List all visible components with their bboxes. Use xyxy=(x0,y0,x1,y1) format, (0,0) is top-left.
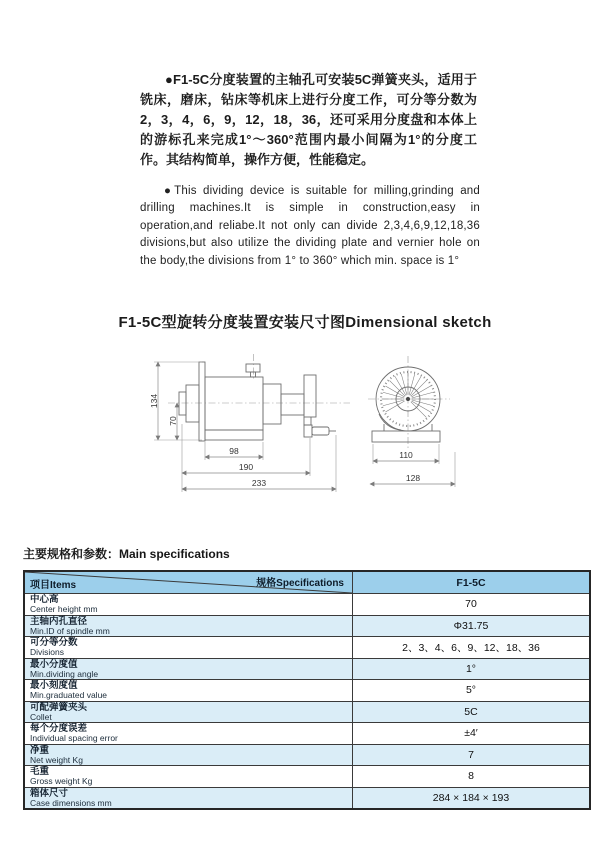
row-value: 70 xyxy=(353,594,591,616)
row-label-en: Gross weight Kg xyxy=(30,776,93,786)
table-row xyxy=(24,787,590,809)
sketch-title: F1-5C型旋转分度装置安装尺寸图Dimensional sketch xyxy=(118,314,492,331)
row-label-cn: 可分等分数 xyxy=(30,637,78,648)
table-row xyxy=(24,658,590,680)
row-label-cn: 最小刻度值 xyxy=(30,680,78,691)
row-value: 1° xyxy=(353,658,591,680)
table-header-row xyxy=(24,571,590,594)
row-label-cn: 每个分度误差 xyxy=(30,723,88,734)
row-label-en: Min.graduated value xyxy=(30,690,108,700)
row-value: ±4′ xyxy=(353,723,591,745)
table-row xyxy=(24,723,590,745)
row-label xyxy=(24,701,353,723)
dim-label-233: 233 xyxy=(251,478,267,488)
table-row xyxy=(24,615,590,637)
row-label-en: Collet xyxy=(30,711,52,722)
header-items-label: 项目Items xyxy=(30,580,77,591)
row-label-en: Net weight Kg xyxy=(30,754,83,765)
row-label-en: Case dimensions mm xyxy=(30,797,112,808)
row-label-en: Center height mm xyxy=(30,604,98,614)
row-value: 5C xyxy=(353,701,591,723)
row-label xyxy=(24,594,353,616)
row-label xyxy=(24,658,353,680)
intro-paragraph-cn: ●F1-5C分度装置的主轴孔可安装5C弹簧夹头，适用于铣床，磨床，钻床等机床上进行分度工作，可分等分数为2，3，4，6，9，12，18，36，还可采用分度盘和本体上的游标孔来完成1°～360°范围内最小间隔为1°的分度工作。其结构简单，操作方便，性能稳定。 xyxy=(140,72,477,167)
row-value: 2、3、4、6、9、12、18、36 xyxy=(353,637,591,659)
dim-label-110: 110 xyxy=(399,450,413,460)
dim-label-98: 98 xyxy=(229,446,239,456)
row-value: Φ31.75 xyxy=(353,615,591,637)
header-specs-label: 规格Specifications xyxy=(256,578,344,589)
row-label-en: Min.ID of spindle mm xyxy=(30,625,110,636)
header-model-label: F1-5C xyxy=(353,571,591,594)
dim-label-70: 70 xyxy=(168,416,178,426)
row-label-cn: 净重 xyxy=(30,744,50,756)
row-label-cn: 最小分度值 xyxy=(30,658,78,670)
dim-label-128: 128 xyxy=(405,473,421,483)
table-row xyxy=(24,744,590,766)
row-label-cn: 箱体尺寸 xyxy=(30,787,69,799)
row-value: 5° xyxy=(353,680,591,702)
dim-label-190: 190 xyxy=(238,462,254,472)
row-label-cn: 主轴内孔直径 xyxy=(30,615,88,627)
table-row xyxy=(24,680,590,702)
table-row xyxy=(24,594,590,616)
dial-center-dot xyxy=(406,397,410,401)
row-value: 284 × 184 × 193 xyxy=(353,787,591,809)
row-label-cn: 毛重 xyxy=(30,766,50,777)
row-value: 8 xyxy=(353,766,591,788)
specs-table xyxy=(23,570,591,810)
row-label-en: Min.dividing angle xyxy=(30,668,99,679)
header-cell-items xyxy=(24,571,353,594)
row-label-cn: 中心高 xyxy=(30,594,59,605)
row-label xyxy=(24,680,353,702)
row-label xyxy=(24,637,353,659)
table-row xyxy=(24,701,590,723)
row-label xyxy=(24,615,353,637)
row-label xyxy=(24,787,353,809)
row-value: 7 xyxy=(353,744,591,766)
row-label xyxy=(24,766,353,788)
front-view xyxy=(368,356,455,487)
side-view xyxy=(149,354,350,492)
dim-label-134: 134 xyxy=(149,393,159,409)
table-row xyxy=(24,637,590,659)
row-label xyxy=(24,723,353,745)
dimensional-sketch xyxy=(118,348,508,498)
row-label xyxy=(24,744,353,766)
specs-heading: 主要规格和参数：Main specifications xyxy=(23,547,230,561)
table-row xyxy=(24,766,590,788)
intro-paragraph-en: ●This dividing device is suitable for milling,grinding and drilling machines.It is simple in construction,easy in operation,and reliabe.It not only can divide 2,3,4,6,9,12,18,36 divisions,but also utilize the dividing plate and vernier hole on the body,the divisions from 1° to 360° which min. space is 1° xyxy=(140,184,480,267)
row-label-en: Divisions xyxy=(30,647,65,657)
row-label-en: Individual spacing error xyxy=(30,733,118,743)
row-label-cn: 可配弹簧夹头 xyxy=(30,701,88,713)
